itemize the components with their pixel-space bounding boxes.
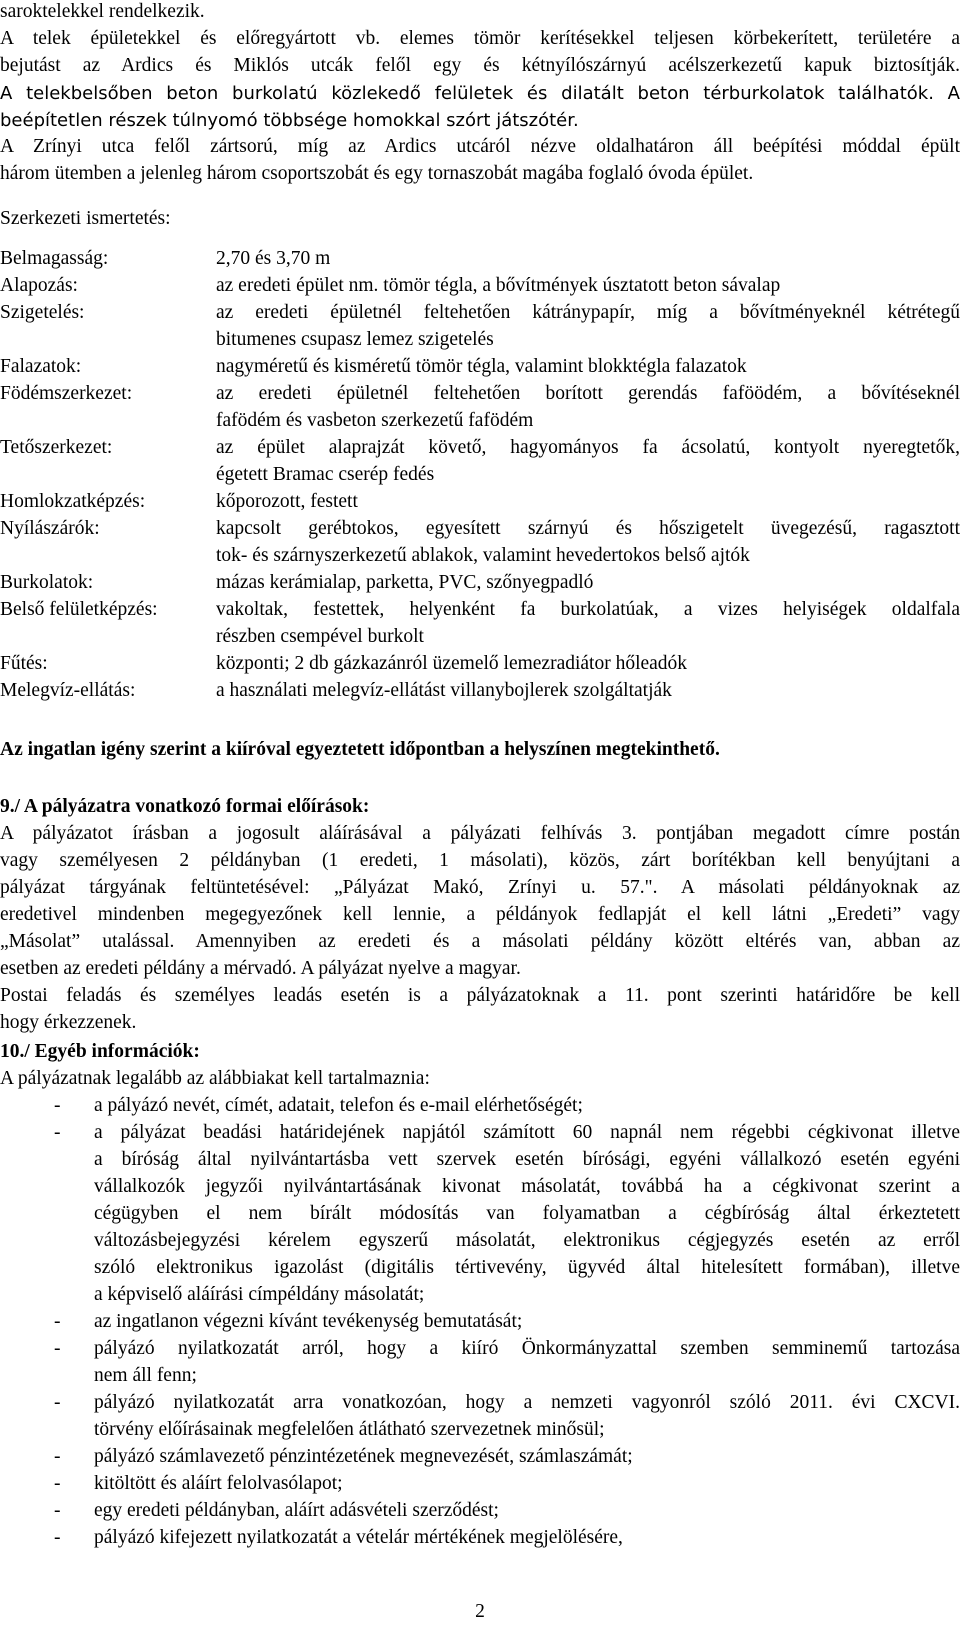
spec-value-line: az eredeti épület nm. tömör tégla, a bővítmények úsztatott beton sávalap bbox=[216, 275, 781, 296]
spec-value bbox=[216, 272, 960, 299]
list-item-line: a képviselő aláírási címpéldány másolatát; bbox=[94, 1284, 425, 1305]
list-item-line: az ingatlanon végezni kívánt tevékenység bemutatását; bbox=[94, 1311, 523, 1332]
list-bullet: - bbox=[54, 1446, 61, 1467]
spec-value bbox=[216, 515, 960, 569]
spec-label: Homlokzatképzés: bbox=[0, 491, 146, 512]
spec-label: Burkolatok: bbox=[0, 572, 94, 593]
spec-value-line: részben csempével burkolt bbox=[216, 626, 424, 647]
spec-value bbox=[216, 434, 960, 488]
list-item bbox=[94, 1335, 960, 1389]
paragraph-line: beépítetlen részek túlnyomó többsége homokkal szórt játszótér. bbox=[0, 110, 579, 131]
list-item bbox=[94, 1092, 960, 1119]
paragraph-line: pályázat tárgyának feltüntetésével: „Pályázat Makó, Zrínyi u. 57.". A másolati példányoknak az bbox=[0, 877, 960, 898]
spec-label: Belmagasság: bbox=[0, 248, 109, 269]
list-item bbox=[94, 1470, 960, 1497]
paragraph-line: vagy személyesen 2 példányban (1 eredeti, 1 másolati), közös, zárt borítékban kell benyújtani a bbox=[0, 850, 960, 871]
list-bullet: - bbox=[54, 1311, 61, 1332]
spec-label: Belső felületképzés: bbox=[0, 599, 158, 620]
spec-label: Födémszerkezet: bbox=[0, 383, 133, 404]
list-item-line: a pályázó nevét, címét, adatait, telefon és e-mail elérhetőségét; bbox=[94, 1095, 583, 1116]
spec-value bbox=[216, 650, 960, 677]
spec-label: Falazatok: bbox=[0, 356, 82, 377]
list-bullet: - bbox=[54, 1500, 61, 1521]
spec-value bbox=[216, 596, 960, 650]
paragraph-line: „Másolat” utalással. Amennyiben az eredeti és a másolati példány között eltérés van, abban az bbox=[0, 931, 960, 952]
spec-value-line: fafödém és vasbeton szerkezetű fafödém bbox=[216, 410, 534, 431]
spec-value bbox=[216, 353, 960, 380]
spec-value-line: kőporozott, festett bbox=[216, 491, 358, 512]
paragraph-line: hogy érkezzenek. bbox=[0, 1012, 137, 1033]
list-item bbox=[94, 1524, 960, 1551]
spec-label: Tetőszerkezet: bbox=[0, 437, 113, 458]
spec-value-line: vakoltak, festettek, helyenként fa burkolatúak, a vizes helyiségek oldalfala bbox=[216, 599, 960, 620]
list-item-line: szóló elektronikus igazolást (digitális tértivevény, ügyvéd által hitelesített formában), illetve bbox=[94, 1257, 960, 1278]
spec-value-line: a használati melegvíz-ellátást villanybojlerek szolgáltatják bbox=[216, 680, 672, 701]
spec-value-line: nagyméretű és kisméretű tömör tégla, valamint blokktégla falazatok bbox=[216, 356, 747, 377]
spec-value bbox=[216, 569, 960, 596]
list-item-line: pályázó kifejezett nyilatkozatát a vételár mértékének megjelölésére, bbox=[94, 1527, 623, 1548]
list-bullet: - bbox=[54, 1095, 61, 1116]
spec-value bbox=[216, 677, 960, 704]
paragraph-line: Postai feladás és személyes leadás esetén is a pályázatoknak a 11. pont szerinti határidőre be kell bbox=[0, 985, 960, 1006]
spec-value-line: az eredeti épületnél feltehetően kátránypapír, míg a bővítményeknél kétrétegű bbox=[216, 302, 960, 323]
paragraph-line: saroktelekkel rendelkezik. bbox=[0, 1, 205, 22]
list-item-line: pályázó nyilatkozatát arról, hogy a kiíró Önkormányzattal szemben semminemű tartozása bbox=[94, 1338, 960, 1359]
page-number: 2 bbox=[475, 1601, 485, 1622]
paragraph-line: esetben az eredeti példány a mérvadó. A pályázat nyelve a magyar. bbox=[0, 958, 521, 979]
spec-value bbox=[216, 245, 960, 272]
paragraph-line: A telek épületekkel és előregyártott vb. elemes tömör kerítésekkel teljesen körbekerített, területére a bbox=[0, 28, 960, 49]
list-item-line: változásbejegyzési kérelem egyszerű másolatát, elektronikus cégjegyzés esetén az erről bbox=[94, 1230, 960, 1251]
paragraph-line: bejutást az Ardics és Miklós utcák felől egy és kétnyílószárnyú acélszerkezetű kapuk biztosítják. bbox=[0, 55, 960, 76]
list-bullet: - bbox=[54, 1122, 61, 1143]
paragraph-line: eredetivel mindenben megegyezőnek kell lennie, a példányok fedlapját el kell látni „Eredeti” vagy bbox=[0, 904, 960, 925]
spec-label: Fűtés: bbox=[0, 653, 48, 674]
spec-value-line: égetett Bramac cserép fedés bbox=[216, 464, 435, 485]
paragraph-line: három ütemben a jelenleg három csoportszobát és egy tornaszobát magába foglaló óvoda épület. bbox=[0, 163, 754, 184]
spec-value-line: központi; 2 db gázkazánról üzemelő lemezradiátor hőleadók bbox=[216, 653, 688, 674]
list-item-line: pályázó nyilatkozatát arra vonatkozóan, hogy a nemzeti vagyonról szóló 2011. évi CXCVI. bbox=[94, 1392, 960, 1413]
paragraph-line: A pályázatot írásban a jogosult aláírásával a pályázati felhívás 3. pontjában megadott címre postán bbox=[0, 823, 960, 844]
viewing-note: Az ingatlan igény szerint a kiíróval egyeztetett időpontban a helyszínen megtekinthető. bbox=[0, 739, 720, 760]
paragraph-line: A telekbelsőben beton burkolatú közlekedő felületek és dilatált beton térburkolatok találhatók. A bbox=[0, 83, 960, 104]
spec-label: Szigetelés: bbox=[0, 302, 85, 323]
spec-value bbox=[216, 488, 960, 515]
list-item-line: a bíróság által nyilvántartásba vett szervek esetén bírósági, egyéni vállalkozó esetén egyéni bbox=[94, 1149, 960, 1170]
spec-value bbox=[216, 299, 960, 353]
section-9-heading: 9./ A pályázatra vonatkozó formai előírások: bbox=[0, 796, 370, 817]
spec-value-line: mázas kerámialap, parketta, PVC, szőnyegpadló bbox=[216, 572, 594, 593]
spec-label: Alapozás: bbox=[0, 275, 78, 296]
list-bullet: - bbox=[54, 1527, 61, 1548]
list-item bbox=[94, 1497, 960, 1524]
list-item-line: kitöltött és aláírt felolvasólapot; bbox=[94, 1473, 343, 1494]
spec-value-line: 2,70 és 3,70 m bbox=[216, 248, 331, 269]
list-item bbox=[94, 1119, 960, 1308]
section-10-heading: 10./ Egyéb információk: bbox=[0, 1041, 200, 1062]
paragraph-line: A Zrínyi utca felől zártsorú, míg az Ardics utcáról nézve oldalhatáron áll beépítési móddal épült bbox=[0, 136, 960, 157]
list-bullet: - bbox=[54, 1392, 61, 1413]
spec-value-line: tok- és szárnyszerkezetű ablakok, valamint hevedertokos belső ajtók bbox=[216, 545, 750, 566]
list-item bbox=[94, 1389, 960, 1443]
list-item-line: törvény előírásainak megfelelően átlátható szervezetnek minősül; bbox=[94, 1419, 605, 1440]
list-bullet: - bbox=[54, 1338, 61, 1359]
list-item-line: cégügyben el nem bírált módosítás van folyamatban a cégbíróság által érkeztetett bbox=[94, 1203, 960, 1224]
spec-value-line: az eredeti épületnél feltehetően borított gerendás faföödém, a bővítéseknél bbox=[216, 383, 960, 404]
spec-value-line: bitumenes csupasz lemez szigetelés bbox=[216, 329, 494, 350]
list-item-line: a pályázat beadási határidejének napjától számított 60 napnál nem régebbi cégkivonat illetve bbox=[94, 1122, 960, 1143]
spec-value-line: az épület alaprajzát követő, hagyományos fa ácsolatú, kontyolt nyeregtetők, bbox=[216, 437, 960, 458]
list-item-line: pályázó számlavezető pénzintézetének megnevezését, számlaszámát; bbox=[94, 1446, 633, 1467]
list-item bbox=[94, 1308, 960, 1335]
section-10-intro: A pályázatnak legalább az alábbiakat kell tartalmaznia: bbox=[0, 1068, 430, 1089]
spec-label: Melegvíz-ellátás: bbox=[0, 680, 136, 701]
spec-label: Nyílászárók: bbox=[0, 518, 100, 539]
section-heading: Szerkezeti ismertetés: bbox=[0, 208, 171, 229]
list-item bbox=[94, 1443, 960, 1470]
spec-value-line: kapcsolt gerébtokos, egyesített szárnyú és hőszigetelt üvegezésű, ragasztott bbox=[216, 518, 960, 539]
spec-value bbox=[216, 380, 960, 434]
list-item-line: nem áll fenn; bbox=[94, 1365, 197, 1386]
list-item-line: egy eredeti példányban, aláírt adásvételi szerződést; bbox=[94, 1500, 499, 1521]
list-item-line: vállalkozók jegyzői nyilvántartásának kivonat másolatát, továbbá ha a cégkivonat szerint a bbox=[94, 1176, 960, 1197]
list-bullet: - bbox=[54, 1473, 61, 1494]
